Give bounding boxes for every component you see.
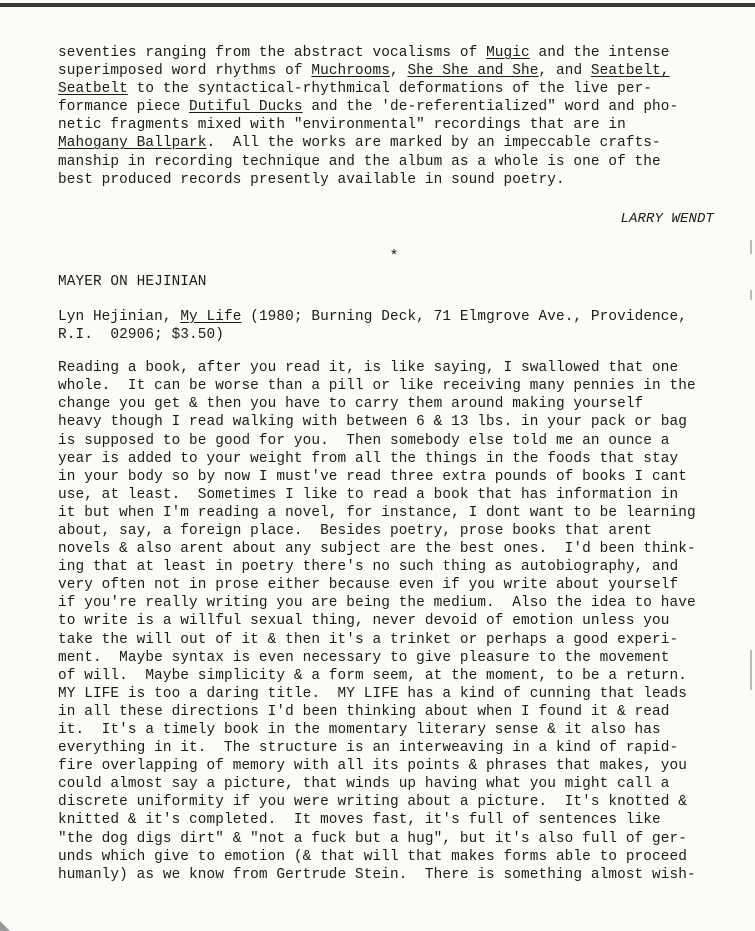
body-text-line: it. It's a timely book in the momentary literary sense & it also has (58, 722, 661, 738)
body-text-line: novels & also arent about any subject are the best ones. I'd been think- (58, 541, 696, 558)
body-text-line: in your body so by now I must've read three extra pounds of books I cant (58, 468, 687, 485)
author-signature: LARRY WENDT (620, 210, 714, 227)
body-text-line: discrete uniformity if you were writing about a picture. It's knotted & (58, 794, 687, 811)
text-line: manship in recording technique and the album as a whole is one of the (58, 153, 661, 170)
body-text-line: of will. Maybe simplicity & a form seem, at the moment, to be a return. (58, 667, 687, 684)
section-heading: MAYER ON HEJINIAN (58, 273, 207, 290)
body-text-line: Reading a book, after you read it, is like saying, I swallowed that one (58, 360, 679, 377)
page-corner-mark (0, 921, 10, 931)
body-text-line: MY LIFE is too a daring title. MY LIFE has a kind of cunning that leads (58, 685, 687, 702)
text-line: R.I. 02906; $3.50) (58, 327, 224, 344)
body-text-line: is supposed to be good for you. Then somebody else told me an ounce a (58, 432, 670, 449)
body-text-line: year is added to your weight from all the things in the foods that stay (58, 450, 679, 467)
section-separator: * (389, 247, 399, 265)
body-text-line: knitted & it's completed. It moves fast, it's full of sentences like (58, 812, 661, 829)
title-dutiful-ducks: Dutiful Ducks (189, 99, 303, 116)
title-seatbelt-2: Seatbelt (58, 81, 128, 98)
top-edge-rule (0, 3, 755, 7)
title-she-she-and-she: She She and She (407, 63, 539, 80)
review-body (58, 359, 730, 884)
body-text-line: ment. Maybe syntax is even necessary to give pleasure to the movement (58, 649, 670, 666)
body-text-line: "the dog digs dirt" & "not a fuck but a hug", but it's also full of ger- (58, 830, 687, 847)
body-text-line: fire overlapping of memory with all its points & phrases that makes, you (58, 758, 687, 775)
text-line: Seatbelt to the syntactical-rhythmical deformations of the live per- (58, 81, 653, 98)
body-text-line: unds which give to emotion (& that will that makes forms able to proceed (58, 848, 687, 865)
text-line: Mahogany Ballpark. All the works are marked by an impeccable crafts- (58, 135, 661, 152)
title-seatbelt: Seatbelt, (590, 63, 670, 80)
body-text-line: about, say, a foreign place. Besides poetry, prose books that arent (58, 522, 653, 539)
body-text-line: use, at least. Sometimes I like to read a book that has information in (58, 486, 679, 503)
body-text-line: heavy though I read walking with between 6 & 13 lbs. in your pack or bag (58, 414, 687, 431)
text-line: superimposed word rhythms of Muchrooms, She She and She, and Seatbelt, (58, 63, 670, 80)
body-text-line: very often not in prose either because even if you write about yourself (58, 577, 679, 594)
text-line: seventies ranging from the abstract vocalisms of Mugic and the intense (58, 45, 670, 61)
title-my-life: My Life (180, 308, 242, 325)
margin-mark (750, 240, 752, 254)
text-line: Lyn Hejinian, My Life (1980; Burning Deck, 71 Elmgrove Ave., Providence, (58, 308, 687, 325)
body-text-line: to write is a willful sexual thing, never devoid of emotion unless you (58, 613, 670, 630)
book-citation (58, 308, 730, 344)
title-mahogany-ballpark: Mahogany Ballpark (58, 135, 207, 152)
review-mayer (58, 273, 730, 884)
body-text-line: change you get & then you have to carry them around making yourself (58, 396, 644, 413)
body-text-line: take the will out of it & then it's a trinket or perhaps a good experi- (58, 631, 679, 648)
body-text-line: it but when I'm reading a novel, for instance, I dont want to be learning (58, 504, 696, 521)
text-line: best produced records presently available in sound poetry. (58, 171, 565, 188)
title-mugic: Mugic (486, 45, 530, 61)
body-text-line: if you're really writing you are being the medium. Also the idea to have (58, 595, 696, 612)
margin-mark (750, 650, 752, 690)
title-muchrooms: Muchrooms (311, 63, 390, 80)
body-text-line: everything in it. The structure is an interweaving in a kind of rapid- (58, 740, 679, 757)
text-line: netic fragments mixed with "environmental" recordings that are in (58, 117, 626, 134)
margin-mark (750, 290, 752, 300)
body-text-line: humanly) as we know from Gertrude Stein. There is something almost wish- (58, 866, 696, 883)
document-page (58, 44, 730, 884)
body-text-line: in all these directions I'd been thinking about when I found it & read (58, 703, 670, 720)
body-text-line: ing that at least in poetry there's no such thing as autobiography, and (58, 559, 679, 576)
review-wendt (58, 44, 730, 228)
text-line: formance piece Dutiful Ducks and the 'de-referentialized" word and pho- (58, 99, 679, 116)
body-text-line: could almost say a picture, that winds up having what you might call a (58, 776, 670, 793)
body-text-line: whole. It can be worse than a pill or like receiving many pennies in the (58, 378, 696, 395)
